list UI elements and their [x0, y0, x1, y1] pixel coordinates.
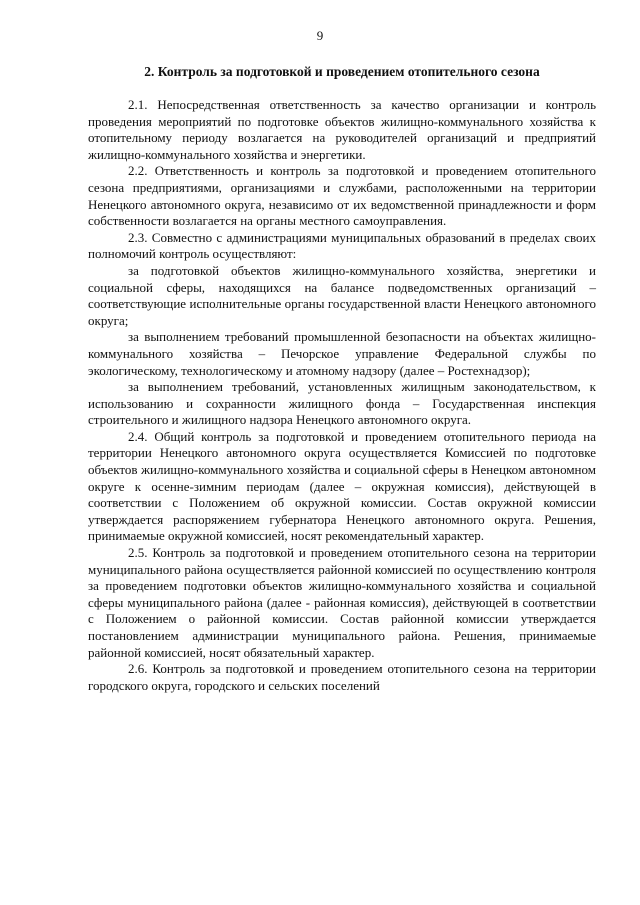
paragraph-2-4: 2.4. Общий контроль за подготовкой и проведением отопительного периода на территории Ненецкого автономного округа осуществляется Комиссией по подготовке объектов жилищно-коммунального хозяйства и социальной сферы в Ненецком автономном округе к осенне-зимним периодам (далее – окружная комиссия), действующей в соответствии с Положением об окружной комиссии. Состав окружной комиссии утверждается распоряжением губернатора Ненецкого автономного округа. Решения, принимаемые окружной комиссией, носят рекомендательный характер. — [88, 428, 596, 544]
page-number: 9 — [316, 28, 324, 43]
paragraph-2-6: 2.6. Контроль за подготовкой и проведением отопительного сезона на территории городского округа, городского и сельских поселений — [88, 661, 596, 693]
section-body — [88, 97, 596, 694]
paragraph-2-3-item-1: за подготовкой объектов жилищно-коммунального хозяйства, энергетики и социальной сферы, находящихся на балансе подведомственных организаций – соответствующие исполнительные органы государственной власти Ненецкого автономного округа; — [88, 262, 596, 328]
paragraph-2-1: 2.1. Непосредственная ответственность за качество организации и контроль проведения мероприятий по подготовке объектов жилищно-коммунального хозяйства к отопительному периоду возлагается на руководителей организаций и предприятий жилищно-коммунального хозяйства и энергетики. — [88, 97, 596, 162]
paragraph-2-2: 2.2. Ответственность и контроль за подготовкой и проведением отопительного сезона предприятиями, организациями и службами, расположенными на территории Ненецкого автономного округа, независимо от их ведомственной принадлежности и форм собственности возлагается на органы местного самоуправления. — [88, 163, 596, 229]
paragraph-2-3: 2.3. Совместно с администрациями муниципальных образований в пределах своих полномочий контроль осуществляют: — [88, 229, 596, 262]
paragraph-2-3-item-2: за выполнением требований промышленной безопасности на объектах жилищно-коммунального хозяйства – Печорское управление Федеральной службы по экологическому, технологическому и атомному надзору (далее – Ростехнадзор); — [88, 329, 596, 378]
paragraph-2-3-item-3: за выполнением требований, установленных жилищным законодательством, к использованию и сохранности жилищного фонда – Государственная инспекция строительного и жилищного надзора Ненецкого автономного округа. — [88, 379, 596, 428]
section-heading: 2. Контроль за подготовкой и проведением отопительного сезона — [144, 64, 540, 79]
paragraph-2-5: 2.5. Контроль за подготовкой и проведением отопительного сезона на территории муниципального района осуществляется районной комиссией по осуществлению контроля за проведением подготовки объектов жилищно-коммунального хозяйства и социальной сферы муниципального района (далее - районная комиссия), действующей в соответствии с Положением о районной комиссии. Состав районной комиссии утверждается постановлением администрации муниципального района. Решения, принимаемые районной комиссией, носят обязательный характер. — [88, 545, 596, 660]
